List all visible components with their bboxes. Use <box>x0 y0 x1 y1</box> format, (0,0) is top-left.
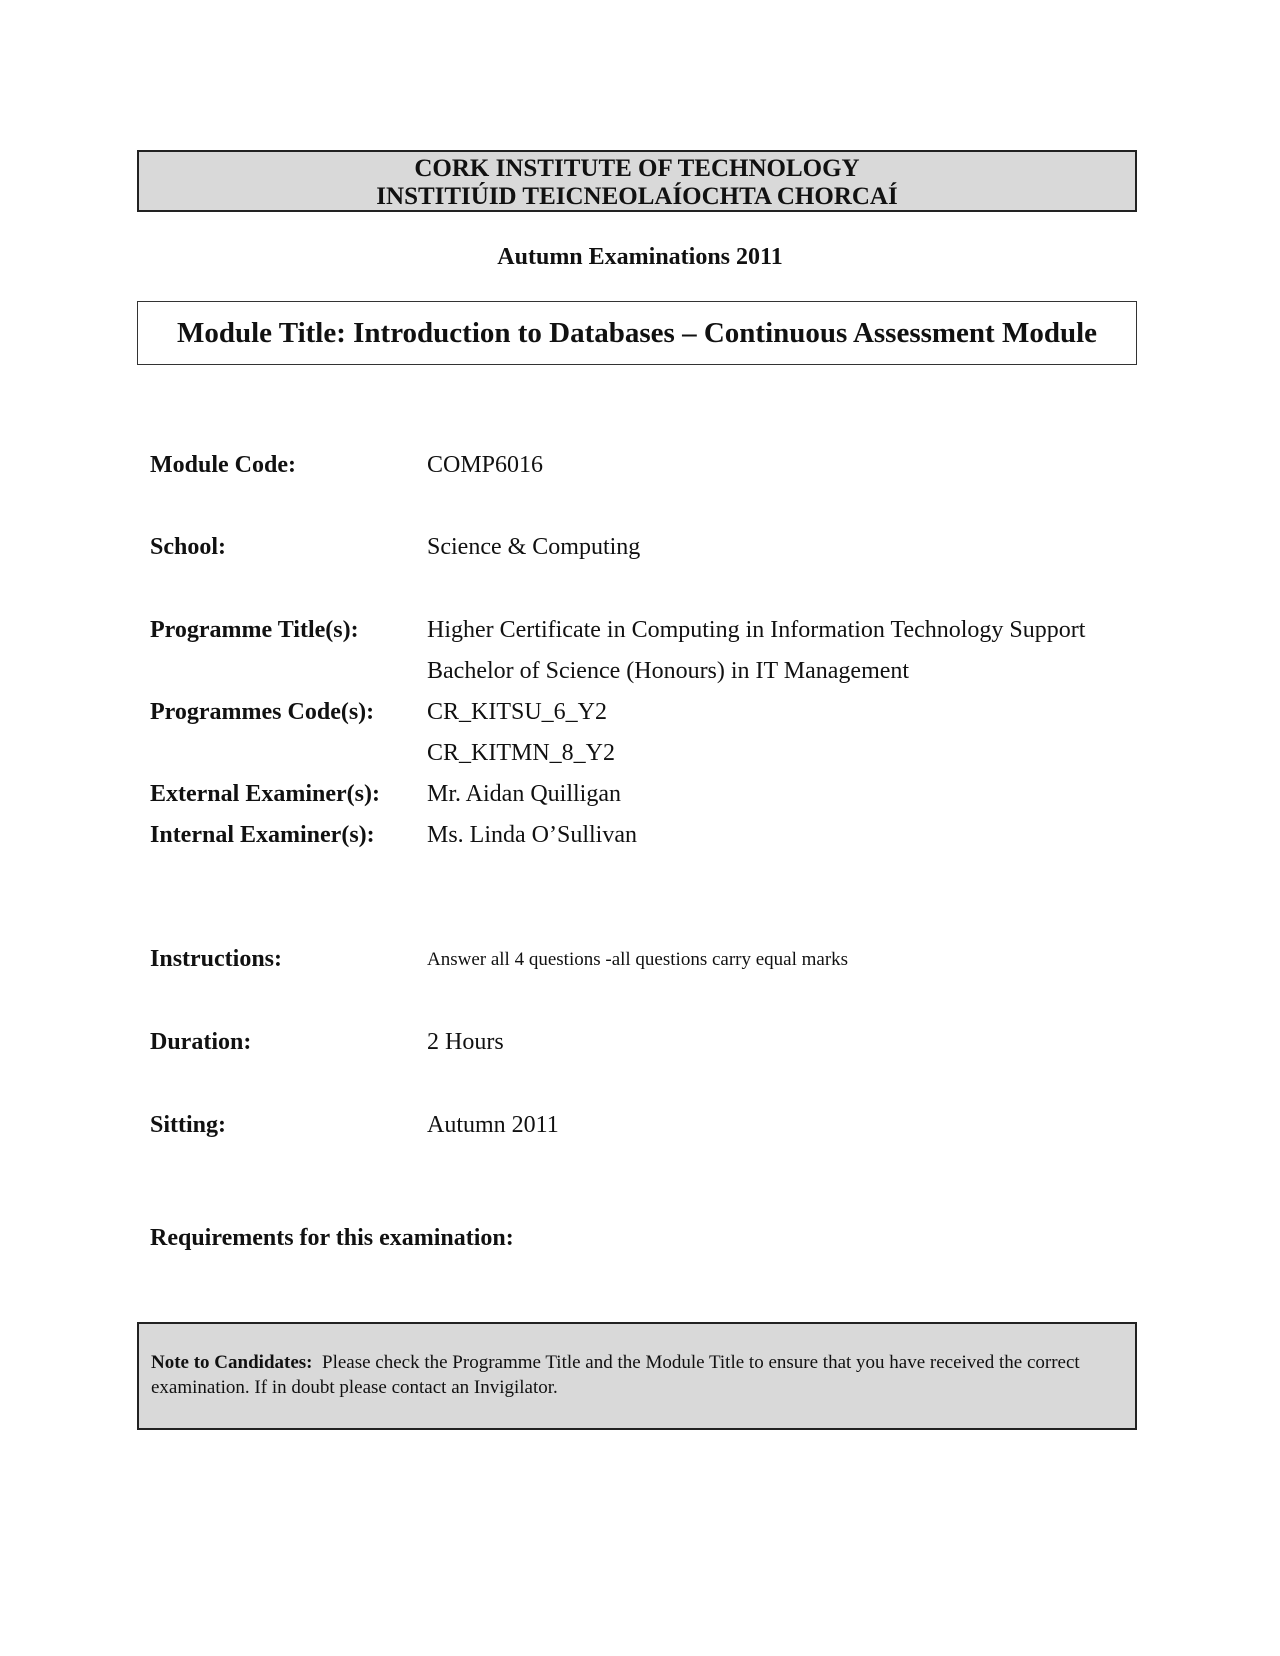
instructions-label: Instructions: <box>150 946 283 972</box>
school-label: School: <box>150 534 227 560</box>
school-value: Science & Computing <box>427 534 641 560</box>
module-title-box <box>137 301 1137 365</box>
programme-title-label: Programme Title(s): <box>150 617 359 643</box>
institute-header-box <box>137 150 1137 212</box>
exam-title: Autumn Examinations 2011 <box>497 244 783 270</box>
external-examiner-label: External Examiner(s): <box>150 781 380 807</box>
note-label: Note to Candidates: <box>151 1352 313 1373</box>
module-code-value: COMP6016 <box>427 452 544 478</box>
module-title: Module Title: Introduction to Databases – Continuous Assessment Module <box>176 317 1098 349</box>
module-code-label: Module Code: <box>150 452 296 478</box>
internal-examiner-value: Ms. Linda O’Sullivan <box>427 822 637 848</box>
sitting-value: Autumn 2011 <box>427 1112 559 1138</box>
sitting-label: Sitting: <box>150 1112 227 1138</box>
note-to-candidates-box <box>137 1322 1137 1430</box>
duration-value: 2 Hours <box>427 1029 504 1055</box>
programme-code-value-2: CR_KITMN_8_Y2 <box>427 740 616 766</box>
duration-label: Duration: <box>150 1029 252 1055</box>
requirements-heading: Requirements for this examination: <box>150 1225 514 1251</box>
note-text: Please check the Programme Title and the Module Title to ensure that you have received the correct examination. If in doubt please contact an Invigilator. <box>151 1352 1080 1398</box>
programme-code-value-1: CR_KITSU_6_Y2 <box>427 699 608 725</box>
instructions-value: Answer all 4 questions -all questions carry equal marks <box>427 949 849 970</box>
programme-title-value-1: Higher Certificate in Computing in Information Technology Support <box>427 617 1086 643</box>
internal-examiner-label: Internal Examiner(s): <box>150 822 375 848</box>
institute-name-irish: INSTITIÚID TEICNEOLAÍOCHTA CHORCAÍ <box>376 183 898 210</box>
programme-code-label: Programmes Code(s): <box>150 699 375 725</box>
institute-name-english: CORK INSTITUTE OF TECHNOLOGY <box>414 155 860 182</box>
external-examiner-value: Mr. Aidan Quilligan <box>427 781 621 807</box>
programme-title-value-2: Bachelor of Science (Honours) in IT Management <box>427 658 910 684</box>
